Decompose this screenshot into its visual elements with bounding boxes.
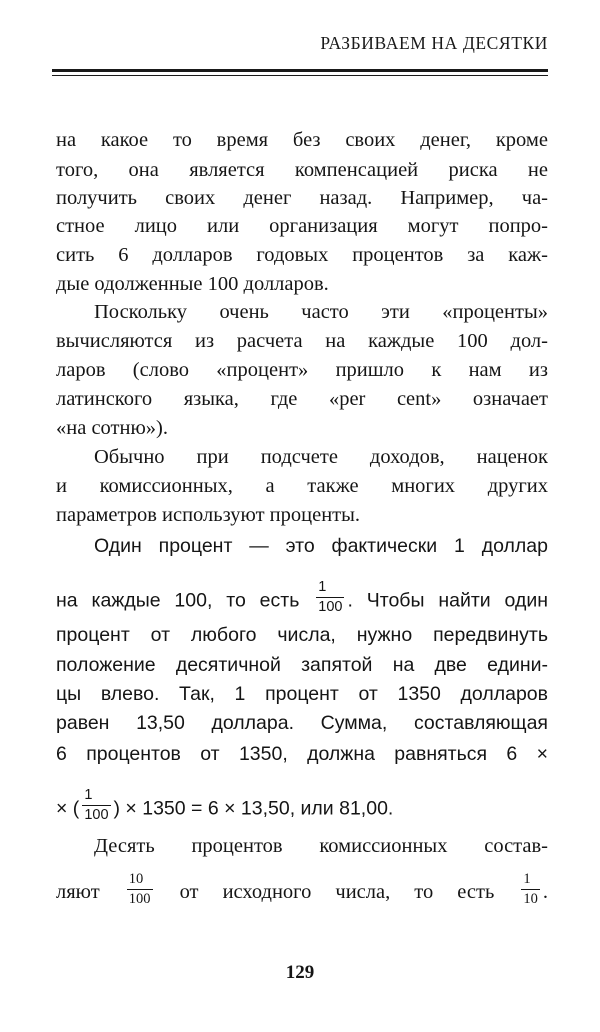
text-line: вычисляются из расчета на каждые 100 дол- — [56, 330, 548, 352]
text-line: и комиссионных, а также многих других — [56, 475, 548, 497]
fraction-denominator: 100 — [318, 598, 343, 615]
text-line-with-fraction — [56, 787, 548, 826]
text-segment: × ( — [56, 797, 80, 820]
text-line: параметров используют проценты. — [56, 504, 361, 526]
text-segment: . — [542, 880, 549, 903]
fraction-numerator: 10 — [128, 871, 144, 887]
text-line: на какое то время без своих денег, кроме — [56, 129, 548, 151]
running-header: РАЗБИВАЕМ НА ДЕСЯТКИ — [320, 33, 548, 53]
header-rule-thick — [52, 69, 548, 72]
text-line: Один процент — это фактически 1 доллар — [94, 535, 548, 557]
text-line: Поскольку очень часто эти «проценты» — [94, 301, 548, 323]
text-line: цы влево. Так, 1 процент от 1350 долларов — [56, 683, 548, 705]
fraction-denominator: 10 — [523, 890, 538, 907]
text-segment: . Чтобы найти один — [347, 589, 548, 612]
text-line-with-fraction — [56, 871, 549, 910]
text-line: 6 процентов от 1350, должна равняться 6 × — [56, 743, 548, 765]
text-segment: от исходного числа, то есть — [179, 880, 495, 903]
text-line: «на сотню»). — [56, 417, 168, 439]
text-segment: на каждые 100, то есть — [56, 589, 300, 612]
fraction-denominator: 100 — [128, 890, 151, 907]
text-segment: ) × 1350 = 6 × 13,50, или 81,00. — [113, 797, 394, 820]
fraction-numerator: 1 — [318, 579, 327, 595]
text-segment: ляют — [56, 880, 100, 903]
fraction-numerator: 1 — [523, 871, 531, 887]
fraction-denominator: 100 — [84, 806, 109, 823]
fraction — [521, 872, 540, 906]
fraction — [127, 872, 153, 906]
page-number: 129 — [285, 962, 315, 983]
text-line: дые одолженные 100 долларов. — [56, 273, 329, 295]
fraction-numerator: 1 — [84, 787, 93, 803]
text-line: сить 6 долларов годовых процентов за каж- — [56, 244, 548, 266]
text-line: равен 13,50 доллара. Сумма, составляющая — [56, 712, 548, 734]
text-line: получить своих денег назад. Например, ча- — [56, 187, 548, 209]
text-line: того, она является компенсацией риска не — [56, 159, 548, 181]
text-line: стное лицо или организация могут попро- — [56, 215, 548, 237]
fraction — [316, 580, 344, 614]
text-line: положение десятичной запятой на две едини- — [56, 654, 548, 676]
fraction — [82, 788, 110, 822]
text-line-with-fraction — [56, 579, 548, 618]
text-line: латинского языка, где «per cent» означает — [56, 388, 548, 410]
text-line: ларов (слово «процент» пришло к нам из — [56, 359, 548, 381]
text-line: Десять процентов комиссионных состав- — [94, 835, 548, 857]
text-line: процент от любого числа, нужно передвинуть — [56, 624, 548, 646]
header-rule-thin — [52, 75, 548, 76]
text-line: Обычно при подсчете доходов, наценок — [94, 446, 548, 468]
